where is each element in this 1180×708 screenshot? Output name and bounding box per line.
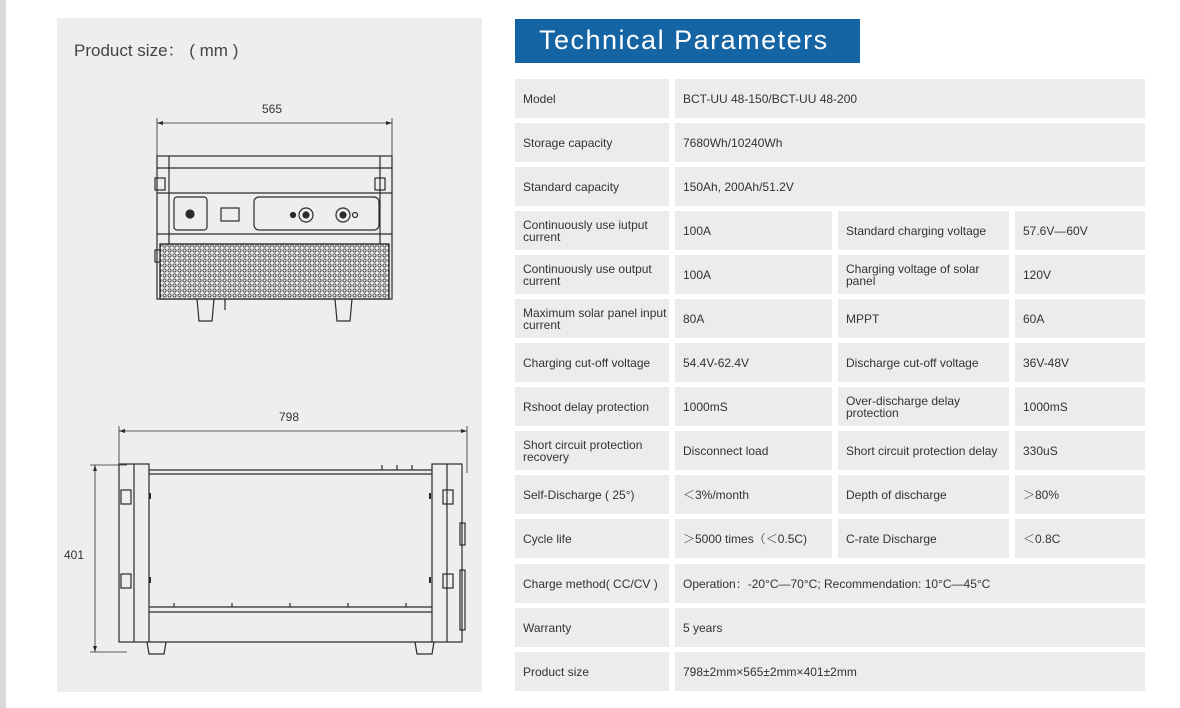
- param-label: Product size: [515, 652, 669, 691]
- param-label-2: Charging voltage of solar panel: [838, 255, 1009, 294]
- param-label: Storage capacity: [515, 123, 669, 162]
- param-value-2: 120V: [1015, 255, 1145, 294]
- param-label: Warranty: [515, 608, 669, 647]
- param-value: ＜3%/month: [675, 475, 832, 514]
- param-value: Disconnect load: [675, 431, 832, 470]
- table-row: [515, 431, 1145, 470]
- table-row: [515, 167, 1145, 206]
- table-row: [515, 608, 1145, 647]
- param-value: 1000mS: [675, 387, 832, 426]
- param-label: Rshoot delay protection: [515, 387, 669, 426]
- param-label-2: C-rate Discharge: [838, 519, 1009, 558]
- table-row: [515, 652, 1145, 691]
- param-label: Short circuit protection recovery: [515, 431, 669, 470]
- product-dimension-drawing: [57, 18, 482, 692]
- dimension-width: 565: [262, 102, 283, 116]
- table-row: [515, 519, 1145, 558]
- param-label: Model: [515, 79, 669, 118]
- page-edge-strip: [0, 0, 6, 708]
- side-view-drawing: [90, 426, 467, 654]
- param-label-2: Discharge cut-off voltage: [838, 343, 1009, 382]
- param-label-2: MPPT: [838, 299, 1009, 338]
- table-row: [515, 255, 1145, 294]
- param-value: 80A: [675, 299, 832, 338]
- param-label: Maximum solar panel input current: [515, 299, 669, 338]
- param-value-2: 60A: [1015, 299, 1145, 338]
- dimension-length: 798: [279, 410, 300, 424]
- param-value: ＞5000 times（＜0.5C): [675, 519, 832, 558]
- table-row: [515, 343, 1145, 382]
- front-view-drawing: [155, 118, 392, 321]
- param-value-2: ＜0.8C: [1015, 519, 1145, 558]
- param-value-2: 36V-48V: [1015, 343, 1145, 382]
- param-value: 100A: [675, 255, 832, 294]
- table-row: [515, 79, 1145, 118]
- param-label-2: Depth of discharge: [838, 475, 1009, 514]
- table-row: [515, 123, 1145, 162]
- param-label-2: Over-discharge delay protection: [838, 387, 1009, 426]
- param-value: BCT-UU 48-150/BCT-UU 48-200: [675, 79, 1145, 118]
- param-value-2: 1000mS: [1015, 387, 1145, 426]
- table-row: [515, 299, 1145, 338]
- technical-parameters-banner: [515, 19, 860, 63]
- param-value: 798±2mm×565±2mm×401±2mm: [675, 652, 1145, 691]
- technical-parameters-title: Technical Parameters: [539, 25, 829, 55]
- param-label-2: Short circuit protection delay: [838, 431, 1009, 470]
- product-size-title: Product size： ( mm ): [74, 41, 239, 60]
- param-value: 7680Wh/10240Wh: [675, 123, 1145, 162]
- param-value: 150Ah, 200Ah/51.2V: [675, 167, 1145, 206]
- param-label-2: Standard charging voltage: [838, 211, 1009, 250]
- table-row: [515, 387, 1145, 426]
- param-value-2: 57.6V—60V: [1015, 211, 1145, 250]
- param-value: 54.4V-62.4V: [675, 343, 832, 382]
- param-value: 5 years: [675, 608, 1145, 647]
- product-size-panel: [57, 18, 482, 692]
- param-label: Self-Discharge ( 25°): [515, 475, 669, 514]
- param-value: 100A: [675, 211, 832, 250]
- param-label: Charging cut-off voltage: [515, 343, 669, 382]
- param-label: Charge method( CC/CV ): [515, 564, 669, 603]
- param-value-2: 330uS: [1015, 431, 1145, 470]
- param-label: Continuously use iutput current: [515, 211, 669, 250]
- param-label: Continuously use output current: [515, 255, 669, 294]
- param-value: Operation：-20°C—70°C; Recommendation: 10°C—45°C: [675, 564, 1145, 603]
- table-row: [515, 211, 1145, 250]
- param-label: Cycle life: [515, 519, 669, 558]
- param-value-2: ＞80%: [1015, 475, 1145, 514]
- dimension-height: 401: [64, 548, 85, 562]
- table-row: [515, 475, 1145, 514]
- table-row: [515, 564, 1145, 603]
- param-label: Standard capacity: [515, 167, 669, 206]
